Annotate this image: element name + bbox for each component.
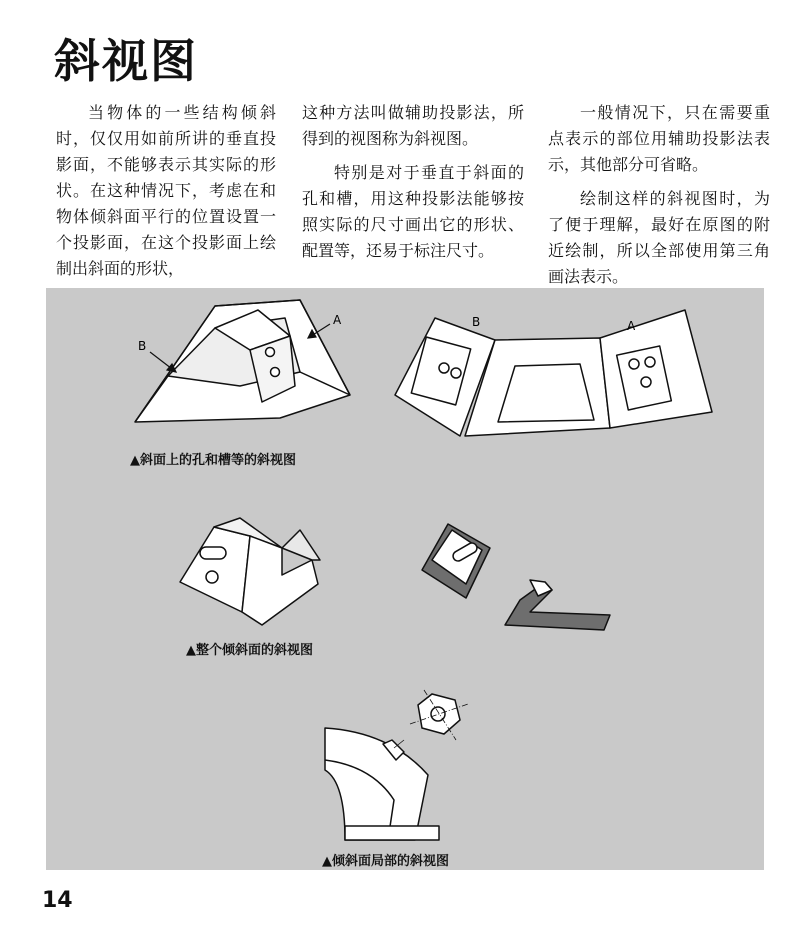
angle-bracket-drawing [180, 518, 320, 625]
paragraph: 绘制这样的斜视图时，为了便于理解，最好在原图的附近绘制，所以全部使用第三角画法表示。 [548, 189, 770, 286]
paragraph: 当物体的一些结构倾斜时，仅仅用如前所讲的垂直投影面，不能够表示其实际的形状。在这种情况下，考虑在和物体倾斜面平行的位置设置一个投影面，在这个投影面上绘制出斜面的形状， [56, 103, 276, 278]
auxiliary-views-drawing [395, 310, 712, 436]
figure-caption: ▲整个倾斜面的斜视图 [186, 643, 313, 658]
view-label-a-2: A [627, 319, 636, 333]
view-label-b-2: B [472, 315, 481, 329]
figure-caption: ▲斜面上的孔和槽等的斜视图 [130, 453, 296, 468]
figure-caption: ▲倾斜面局部的斜视图 [322, 854, 449, 869]
paragraph: 这种方法叫做辅助投影法，所得到的视图称为斜视图。 [302, 103, 524, 148]
inclined-block-drawing [135, 300, 350, 422]
paragraph: 特别是对于垂直于斜面的孔和槽，用这种投影法能够按照实际的尺寸画出它的形状、配置等，还易于标注尺寸。 [302, 163, 524, 260]
auxiliary-view-partial [422, 524, 610, 630]
page-title: 斜视图 [54, 34, 198, 88]
paragraph: 一般情况下，只在需要重点表示的部位用辅助投影法表示，其他部分可省略。 [548, 103, 770, 174]
partial-auxiliary-view [394, 690, 468, 748]
view-label-b: B [138, 339, 147, 353]
view-label-a: A [333, 313, 342, 327]
arched-bracket-drawing [325, 728, 439, 840]
page-number: 14 [42, 888, 73, 913]
